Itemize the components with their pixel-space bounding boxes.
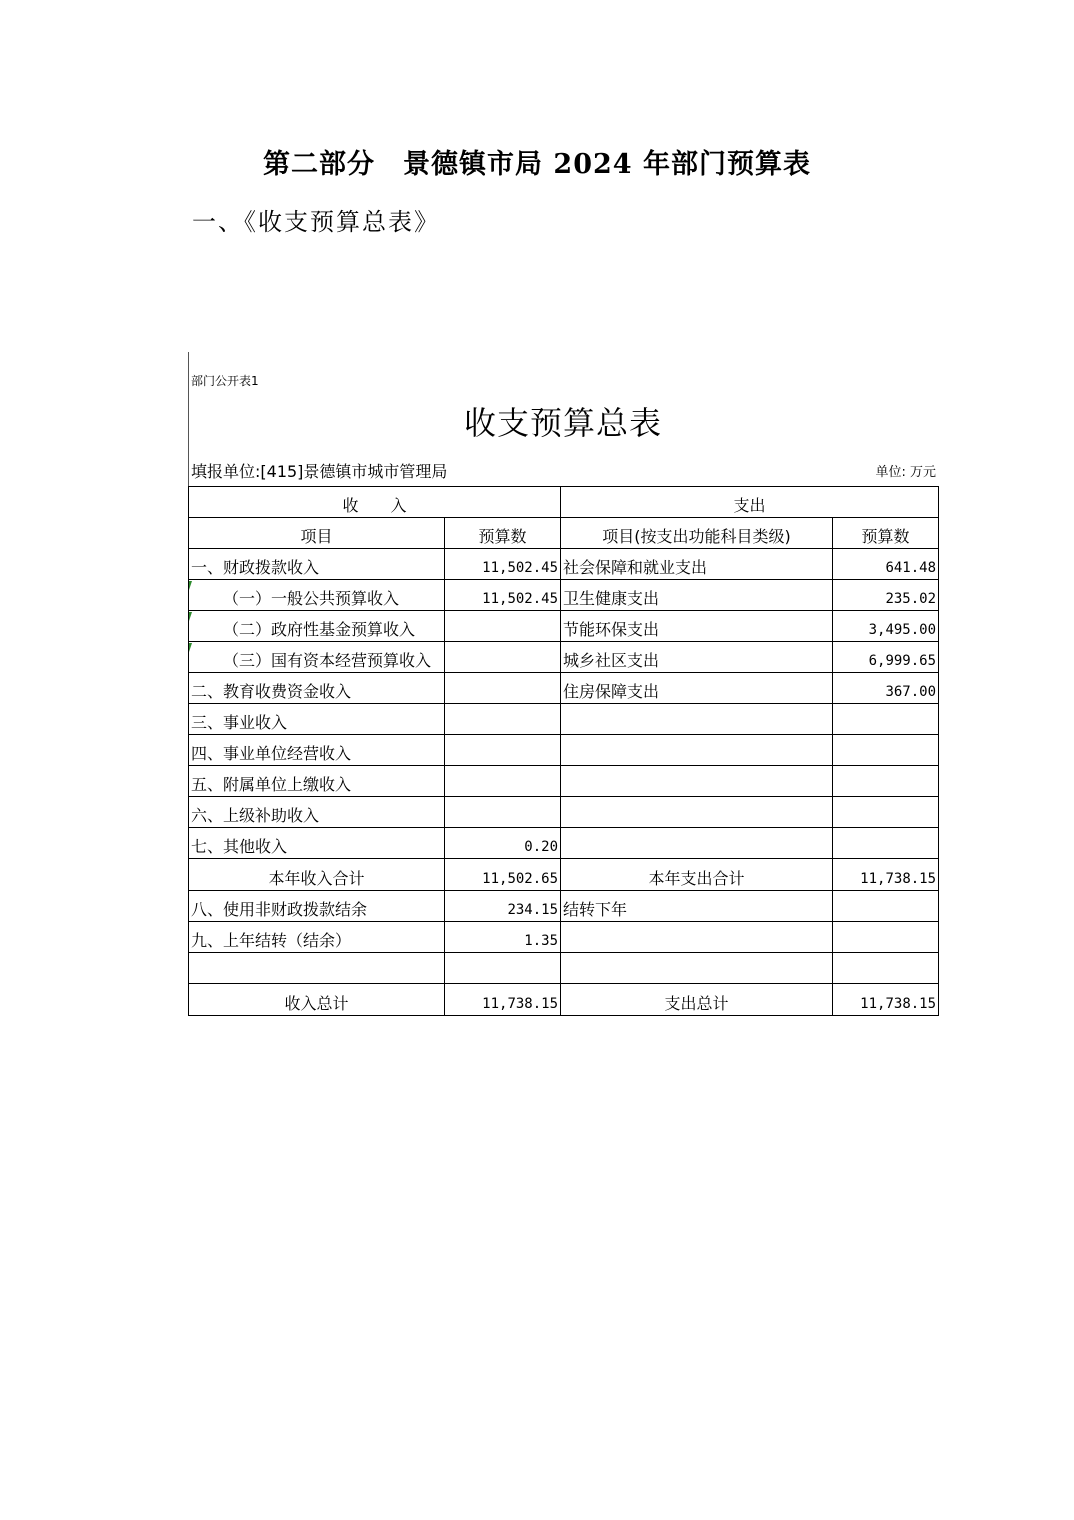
- section-heading: 一、《收支预算总表》: [192, 208, 440, 236]
- income-item-cell: 五、附属单位上缴收入: [189, 766, 445, 797]
- income-item-label: （一）一般公共预算收入: [223, 589, 400, 608]
- budget-table: [188, 486, 939, 1016]
- table-row: [189, 828, 939, 859]
- expense-amount-cell: [833, 704, 939, 735]
- expense-amount-cell: 3,495.00: [833, 611, 939, 642]
- subtotal-row: [189, 859, 939, 891]
- income-item-cell: [189, 580, 445, 611]
- expense-item-cell: 结转下年: [561, 891, 833, 922]
- table-row: [189, 953, 939, 984]
- expense-subtotal-amount: 11,738.15: [833, 859, 939, 891]
- income-group-header: 收 入: [189, 487, 561, 518]
- expense-subtotal-label: 本年支出合计: [561, 859, 833, 891]
- expense-item-cell: 节能环保支出: [561, 611, 833, 642]
- income-item-label: （三）国有资本经营预算收入: [223, 651, 432, 670]
- income-amount-header: 预算数: [445, 518, 561, 549]
- table-row: [189, 891, 939, 922]
- expense-item-cell: [561, 828, 833, 859]
- table-number: 部门公开表1: [191, 374, 259, 388]
- income-amount-cell: 11,502.45: [445, 580, 561, 611]
- expense-item-cell: [561, 953, 833, 984]
- reporting-unit: 填报单位:[415]景德镇市城市管理局: [191, 462, 448, 481]
- income-item-cell: 三、事业收入: [189, 704, 445, 735]
- table-row: [189, 797, 939, 828]
- table-title: 收支预算总表: [463, 404, 662, 442]
- income-item-cell: 六、上级补助收入: [189, 797, 445, 828]
- income-amount-cell: 11,502.45: [445, 549, 561, 580]
- income-grand-total-amount: 11,738.15: [445, 984, 561, 1016]
- expense-item-cell: [561, 704, 833, 735]
- income-amount-cell: 234.15: [445, 891, 561, 922]
- expense-amount-cell: [833, 828, 939, 859]
- income-item-cell: 七、其他收入: [189, 828, 445, 859]
- income-grand-total-label: 收入总计: [189, 984, 445, 1016]
- document-title: 第二部分 景德镇市局 2024 年部门预算表: [263, 149, 811, 180]
- expense-amount-cell: 235.02: [833, 580, 939, 611]
- income-item-cell: [189, 953, 445, 984]
- table-row: [189, 673, 939, 704]
- table-row: [189, 922, 939, 953]
- income-item-cell: 二、教育收费资金收入: [189, 673, 445, 704]
- income-item-cell: [189, 642, 445, 673]
- income-amount-cell: [445, 735, 561, 766]
- income-amount-cell: 0.20: [445, 828, 561, 859]
- income-subtotal-amount: 11,502.65: [445, 859, 561, 891]
- expense-amount-cell: [833, 922, 939, 953]
- income-amount-cell: [445, 704, 561, 735]
- expense-item-cell: [561, 797, 833, 828]
- income-amount-cell: [445, 797, 561, 828]
- expense-amount-cell: [833, 891, 939, 922]
- expense-amount-cell: 6,999.65: [833, 642, 939, 673]
- expense-group-header: 支出: [561, 487, 939, 518]
- cell-comment-marker: [189, 612, 192, 621]
- table-row: [189, 580, 939, 611]
- table-row: [189, 735, 939, 766]
- expense-amount-cell: [833, 766, 939, 797]
- expense-amount-cell: 641.48: [833, 549, 939, 580]
- expense-amount-cell: 367.00: [833, 673, 939, 704]
- income-item-cell: [189, 611, 445, 642]
- income-amount-cell: [445, 673, 561, 704]
- expense-item-cell: [561, 766, 833, 797]
- table-row: [189, 704, 939, 735]
- income-item-header: 项目: [189, 518, 445, 549]
- cell-comment-marker: [189, 643, 192, 652]
- income-item-cell: 九、上年结转（结余）: [189, 922, 445, 953]
- income-amount-cell: [445, 766, 561, 797]
- budget-sheet: [188, 352, 938, 1036]
- income-item-label: （二）政府性基金预算收入: [223, 620, 416, 639]
- table-row: [189, 611, 939, 642]
- column-header-row: [189, 518, 939, 549]
- expense-amount-cell: [833, 735, 939, 766]
- income-item-cell: 一、财政拨款收入: [189, 549, 445, 580]
- income-item-cell: 八、使用非财政拨款结余: [189, 891, 445, 922]
- expense-item-cell: 卫生健康支出: [561, 580, 833, 611]
- income-amount-cell: 1.35: [445, 922, 561, 953]
- income-item-cell: 四、事业单位经营收入: [189, 735, 445, 766]
- income-amount-cell: [445, 611, 561, 642]
- expense-item-cell: 城乡社区支出: [561, 642, 833, 673]
- expense-grand-total-label: 支出总计: [561, 984, 833, 1016]
- expense-item-cell: [561, 922, 833, 953]
- currency-unit: 单位: 万元: [875, 465, 936, 480]
- expense-item-cell: 住房保障支出: [561, 673, 833, 704]
- expense-amount-cell: [833, 953, 939, 984]
- income-amount-cell: [445, 642, 561, 673]
- expense-grand-total-amount: 11,738.15: [833, 984, 939, 1016]
- expense-item-header: 项目(按支出功能科目类级): [561, 518, 833, 549]
- income-amount-cell: [445, 953, 561, 984]
- expense-amount-header: 预算数: [833, 518, 939, 549]
- expense-amount-cell: [833, 797, 939, 828]
- table-row: [189, 549, 939, 580]
- expense-item-cell: [561, 735, 833, 766]
- expense-item-cell: 社会保障和就业支出: [561, 549, 833, 580]
- table-row: [189, 642, 939, 673]
- table-row: [189, 766, 939, 797]
- income-subtotal-label: 本年收入合计: [189, 859, 445, 891]
- cell-comment-marker: [189, 581, 192, 590]
- grand-total-row: [189, 984, 939, 1016]
- group-header-row: [189, 487, 939, 518]
